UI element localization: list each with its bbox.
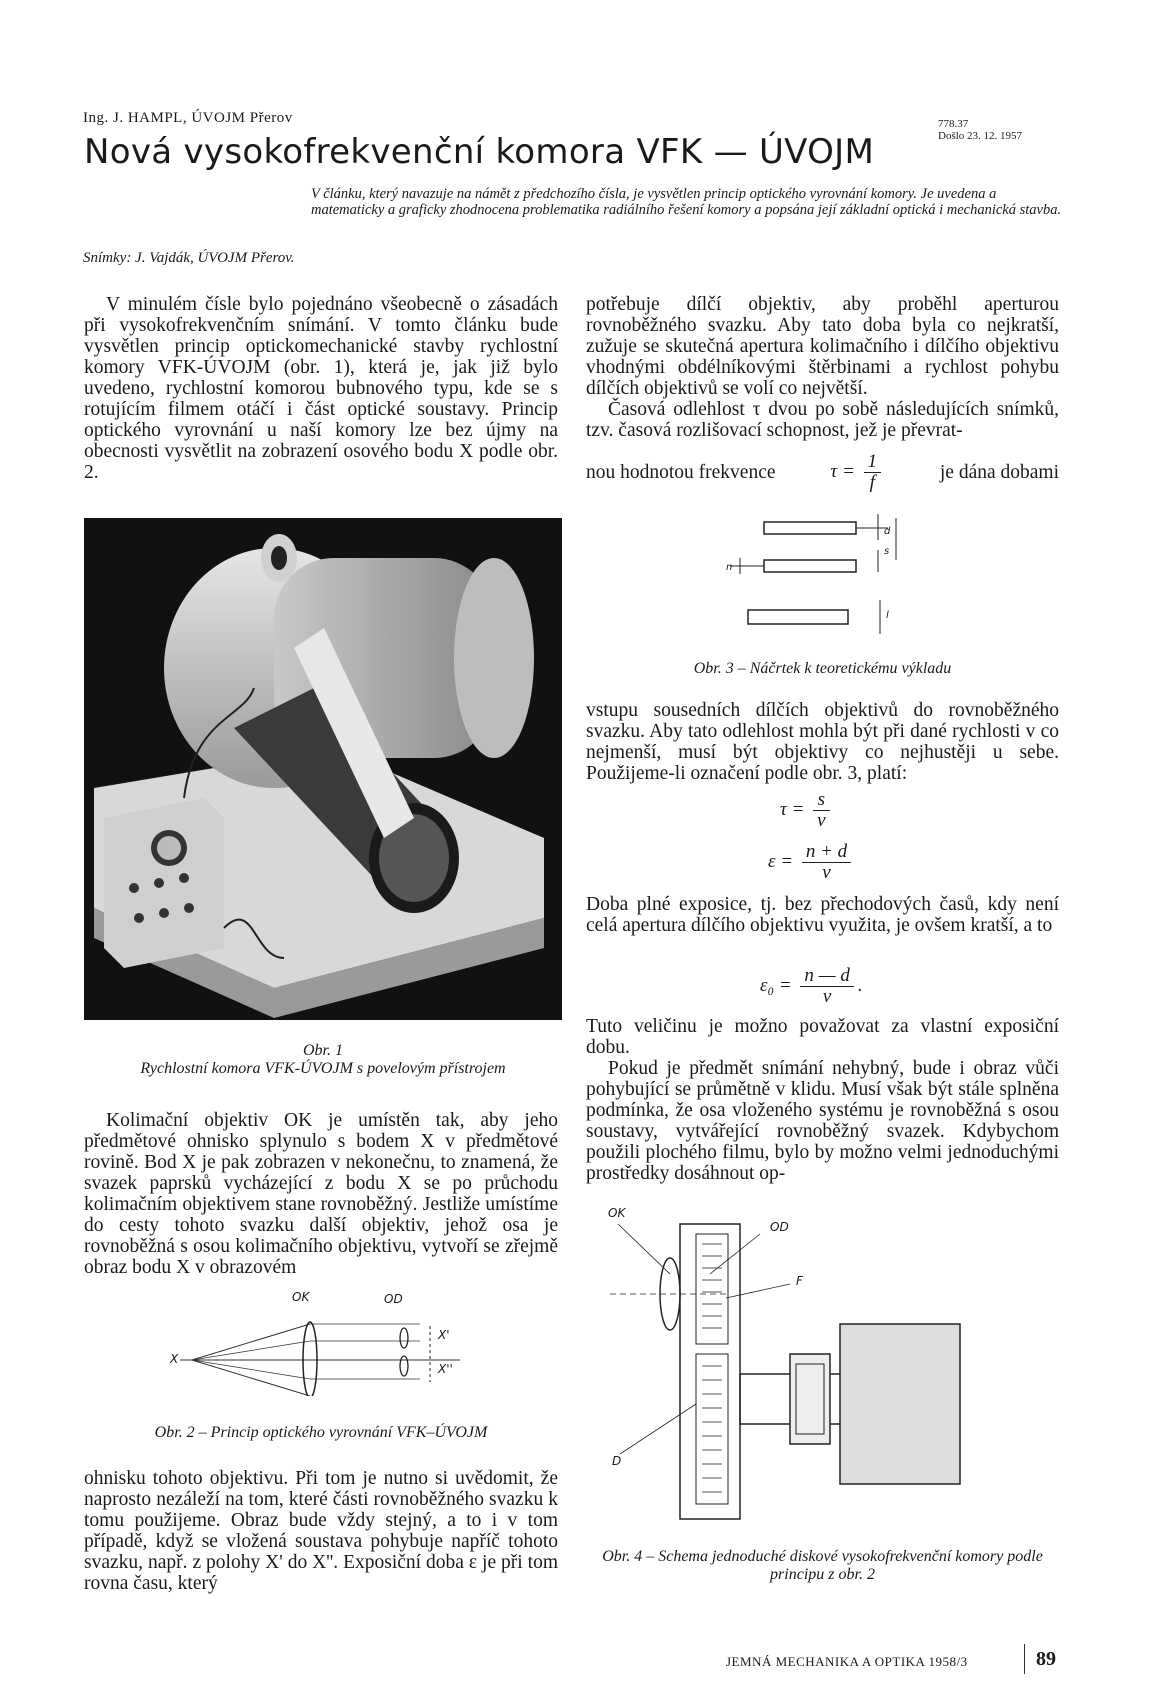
fig2-label-od: OD <box>384 1292 403 1306</box>
journal-name: JEMNÁ MECHANIKA A OPTIKA 1958/3 <box>726 1654 968 1669</box>
right-paragraph-3: vstupu sousedních dílčích objektivů do rovnoběžného svazku. Aby tato odlehlost mohla být při dané rychlosti v co nejmenší, musí být objektivy co nejhustěji u sebe. Použijeme-li označení podle obr. 3, platí: <box>586 700 1059 784</box>
right-tau-line: nou hodnotou frekvence τ = $\frac{1}{f}$ je dána dobami <box>586 451 1059 493</box>
fig2-label-x: X <box>170 1352 179 1366</box>
figure-4-diagram <box>610 1204 1040 1534</box>
figure-1-photo <box>84 518 562 1020</box>
figure-3-diagram <box>720 510 920 640</box>
photo-credit: Snímky: J. Vajdák, ÚVOJM Přerov. <box>83 250 295 266</box>
figure-3-caption: Obr. 3 – Náčrtek k teoretickému výkladu <box>693 660 952 677</box>
formula-epsilon-0: ε₀ = $\frac{n — d}{v}$ . <box>760 965 863 1007</box>
page-number: 89 <box>1036 1648 1056 1670</box>
footer-divider <box>1024 1644 1025 1674</box>
fig4-label-ok: OK <box>608 1206 626 1220</box>
fig2-label-ok: OK <box>292 1290 310 1304</box>
right-paragraph-4: Doba plné exposice, tj. bez přechodových časů, kdy není celá apertura dílčího objektivu využita, je ovšem kratší, a to <box>586 894 1059 936</box>
author-line: Ing. J. HAMPL, ÚVOJM Přerov <box>83 110 293 126</box>
udc-number: 778.37 <box>938 118 969 130</box>
right-paragraph-1: potřebuje dílčí objektiv, aby proběhl aperturou rovnoběžného svazku. Aby tato doba byla co nejkratší, zužuje se skutečná apertura kolimačního i dílčího objektivu vhodnými obdélníkovými štěrbinami a rychlost pohybu dílčích objektivů se volí co největší. Časová odlehlost τ dvou po sobě následujících snímků, tzv. časová rozlišovací schopnost, jež je převrat- <box>586 294 1059 441</box>
fig2-label-x2: X'' <box>438 1362 453 1376</box>
left-paragraph-2: Kolimační objektiv OK je umístěn tak, aby jeho předmětové ohnisko splynulo s bodem X v předmětové rovině. Bod X je pak zobrazen v nekonečnu, to znamená, že svazek paprsků vycházející z bodu X se po průchodu kolimačním objektivem stane rovnoběžný. Jestliže umístíme do cesty tohoto svazku další objektiv, jehož osa je rovnoběžná s osou kolimačního objektivu, vytvoří se zřejmě obraz bodu X v obrazovém <box>84 1110 558 1278</box>
article-title: Nová vysokofrekvenční komora VFK — ÚVOJM <box>84 132 875 172</box>
left-paragraph-3: ohnisku tohoto objektivu. Při tom je nutno si uvědomit, že naprosto nezáleží na tom, které části rovnoběžného svazku k tomu použijeme. Obraz bude vždy stejný, a to i v tom případě, když se vložená soustava pohybuje napříč tohoto svazku, např. z polohy X' do X''. Exposiční doba ε je při tom rovna času, který <box>84 1468 558 1594</box>
figure-4-caption: Obr. 4 – Schema jednoduché diskové vysokofrekvenční komory podle principu z obr. 2 <box>602 1548 1043 1583</box>
fig3-label-s: s <box>884 546 890 557</box>
formula-tau: τ = $\frac{s}{v}$ <box>780 790 834 831</box>
right-paragraph-5: Tuto veličinu je možno považovat za vlastní exposiční dobu. Pokud je předmět snímání nehybný, bude i obraz vůči pohybující se průmětně v klidu. Musí však být stále splněna podmínka, že osa vloženého systému je rovnoběžná s osou soustavy, vytvářející rovnoběžný svazek. Kdybychom použili plochého filmu, bylo by možno velmi jednoduchými prostředky dosáhnout op- <box>586 1016 1059 1184</box>
figure-2-caption: Obr. 2 – Princip optického vyrovnání VFK–ÚVOJM <box>154 1424 488 1441</box>
formula-epsilon: ε = $\frac{n + d}{v}$ <box>768 842 855 883</box>
fig3-label-l: l <box>886 610 889 621</box>
fig4-label-f: F <box>796 1274 803 1288</box>
abstract: V článku, který navazuje na námět z předchozího čísla, je vysvětlen princip optického vyrovnání komory. Je uvedena a matematicky a graficky zhodnocena problematika radiálního řešení komory a popsána její základní optická i mechanická stavba. <box>311 186 1062 218</box>
fig4-label-od: OD <box>770 1220 789 1234</box>
figure-2-diagram <box>170 1290 500 1396</box>
figure-1-caption: Rychlostní komora VFK-ÚVOJM s povelovým přístrojem <box>140 1060 506 1077</box>
fig3-label-d: d <box>884 526 891 537</box>
left-paragraph-1: V minulém čísle bylo pojednáno všeobecně o zásadách při vysokofrekvenčním snímání. V tomto článku bude vysvětlen princip optickomechanické stavby rychlostní komory VFK-ÚVOJM (obr. 1), která je, jak již bylo uvedeno, rychlostní komorou bubnového typu, kde se s rotujícím filmem otáčí i část optické soustavy. Princip optického vyrovnání u naší komory lze bez újmy na obecnosti vysvětlit na zobrazení osového bodu X podle obr. 2. <box>84 294 558 483</box>
figure-1-caption-number: Obr. 1 <box>302 1042 343 1059</box>
fig4-label-d: D <box>612 1454 622 1468</box>
fig3-label-n: n <box>726 562 733 573</box>
fig2-label-x1: X' <box>438 1328 450 1342</box>
received-date: Došlo 23. 12. 1957 <box>938 130 1023 142</box>
